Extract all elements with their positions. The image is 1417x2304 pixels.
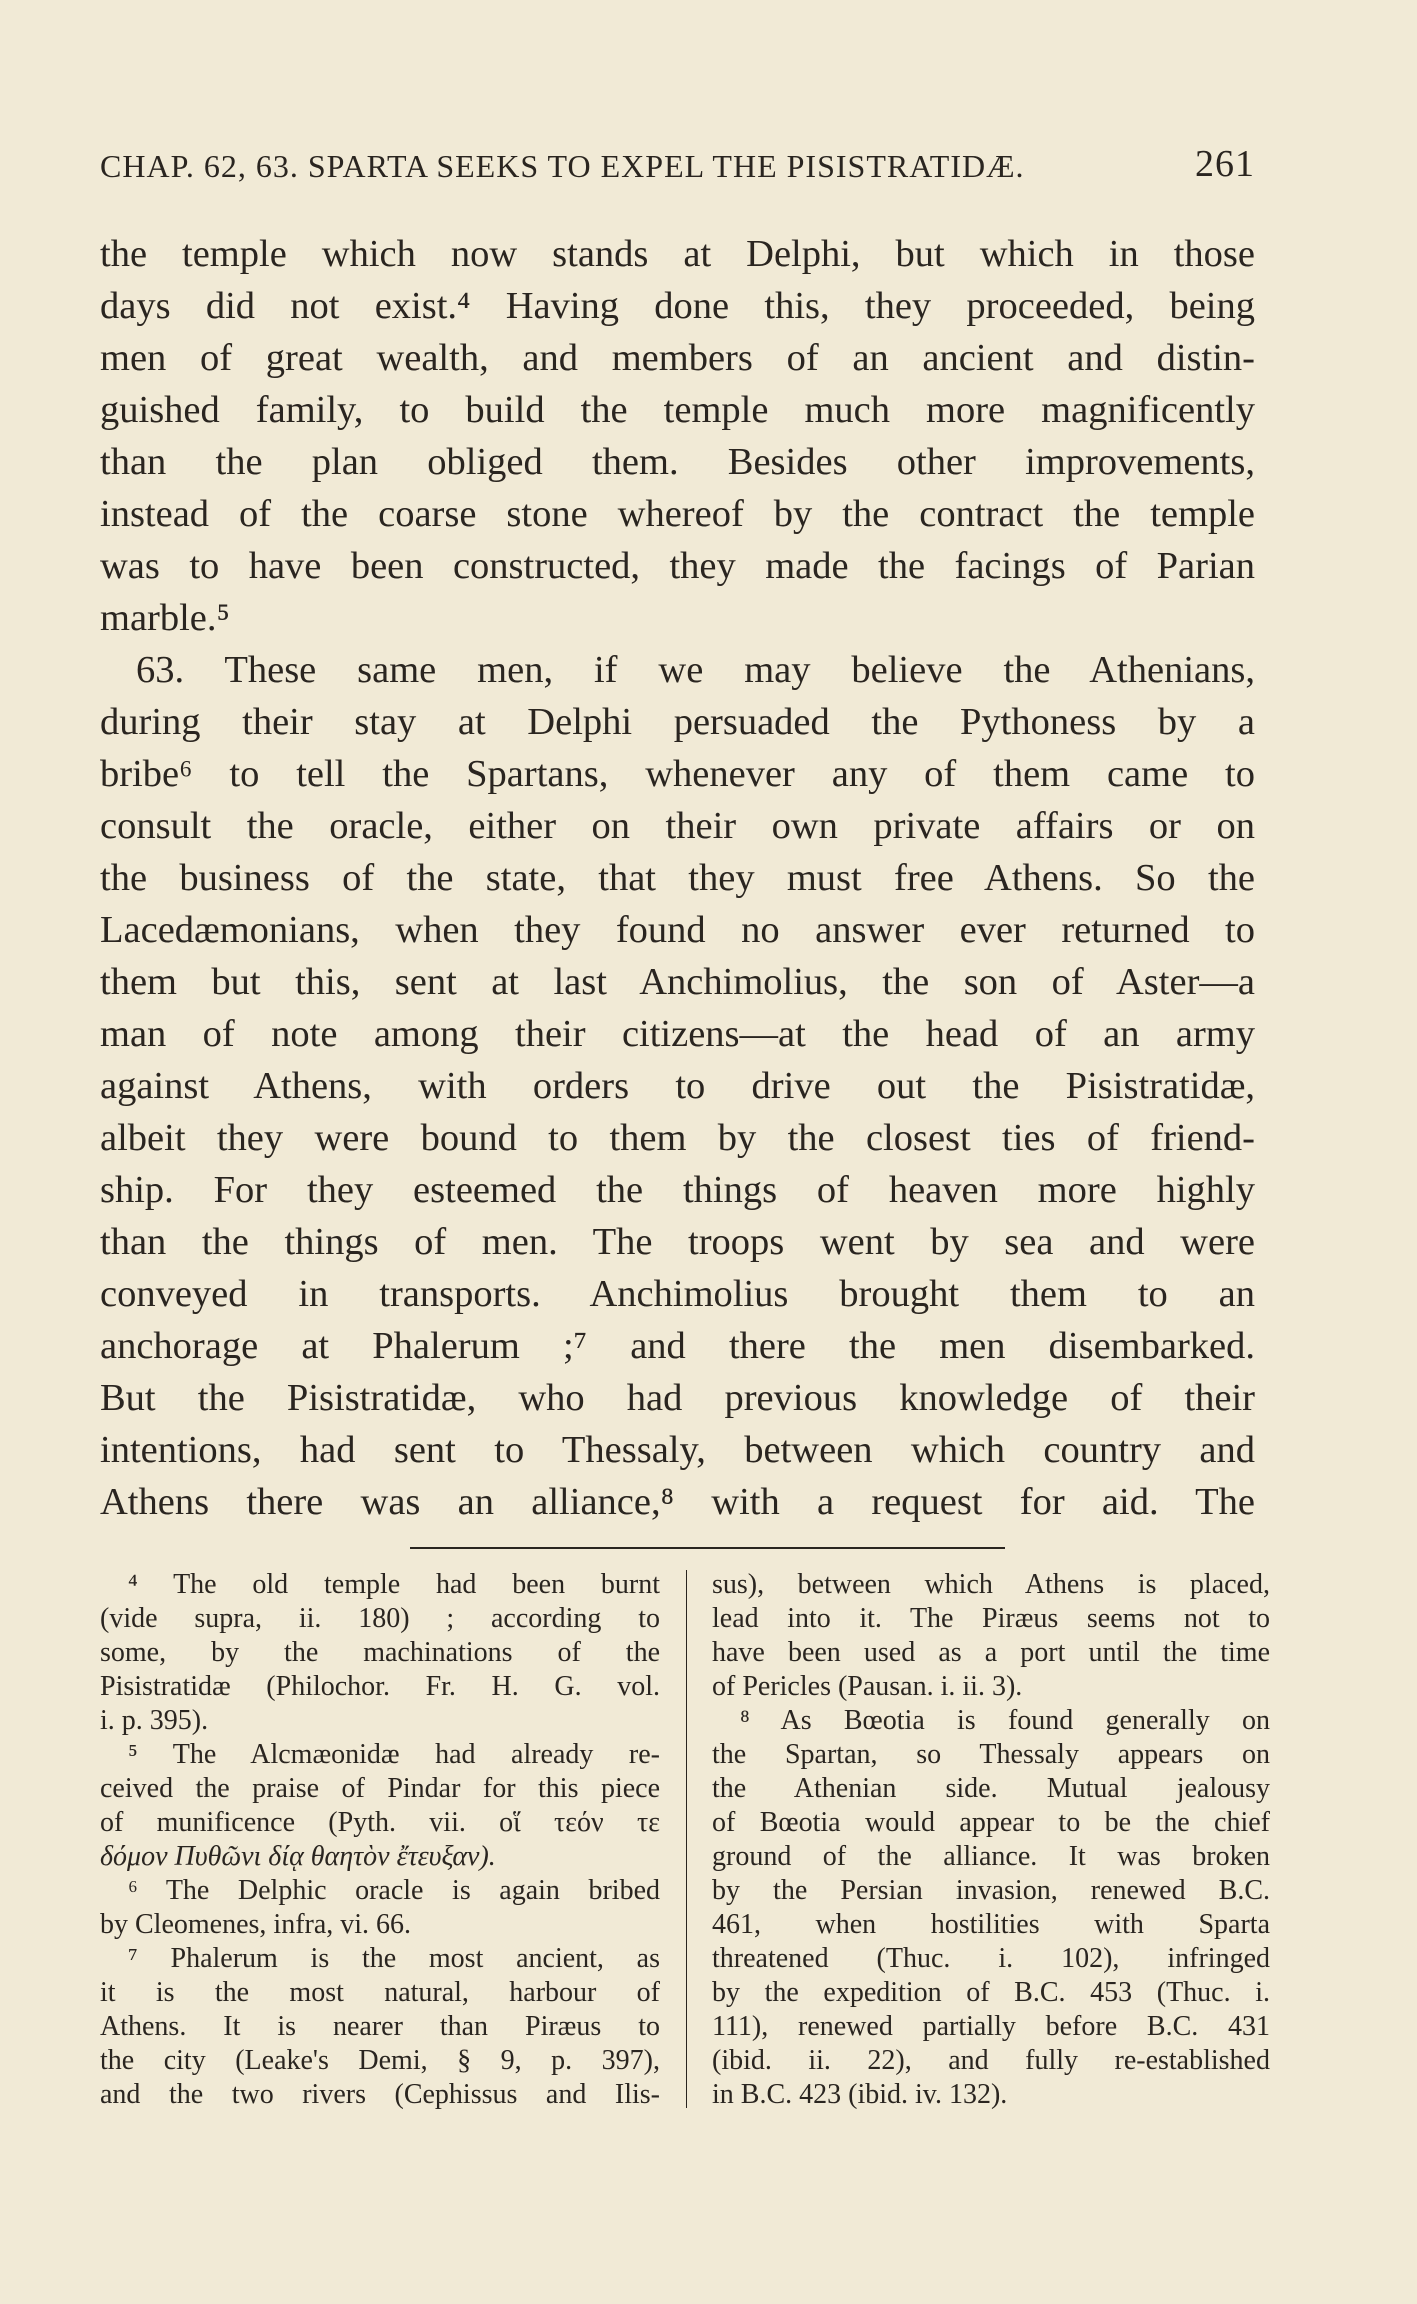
- body-line: the temple which now stands at Delphi, but which in those: [100, 233, 1255, 275]
- footnote-line: ⁴ The old temple had been burnt: [128, 1569, 660, 1600]
- footnote-line: ⁶ The Delphic oracle is again bribed: [128, 1875, 660, 1906]
- body-line: during their stay at Delphi persuaded the Pythoness by a: [100, 701, 1255, 743]
- body-line: conveyed in transports. Anchimolius brought them to an: [100, 1273, 1255, 1315]
- body-line: anchorage at Phalerum ;⁷ and there the men disembarked.: [100, 1325, 1255, 1367]
- footnote-line: ⁸ As Bœotia is found generally on: [740, 1705, 1270, 1736]
- footnote-line: sus), between which Athens is placed,: [712, 1569, 1270, 1600]
- body-line: man of note among their citizens—at the head of an army: [100, 1013, 1255, 1055]
- footnote-line: have been used as a port until the time: [712, 1637, 1270, 1668]
- body-line: 63. These same men, if we may believe the Athenians,: [136, 649, 1255, 691]
- footnote-line: by the Persian invasion, renewed B.C.: [712, 1875, 1270, 1906]
- footnote-line: δόμον Πυθῶνι δίᾳ θαητὸν ἔτευξαν).: [100, 1841, 496, 1872]
- body-line: consult the oracle, either on their own private affairs or on: [100, 805, 1255, 847]
- body-line: Athens there was an alliance,⁸ with a request for aid. The: [100, 1481, 1255, 1523]
- body-line: was to have been constructed, they made the facings of Parian: [100, 545, 1255, 587]
- body-line: than the plan obliged them. Besides other improvements,: [100, 441, 1255, 483]
- footnote-line: some, by the machinations of the: [100, 1637, 660, 1668]
- footnote-line: of Pericles (Pausan. i. ii. 3).: [712, 1671, 1023, 1702]
- footnote-line: ⁵ The Alcmæonidæ had already re-: [128, 1739, 660, 1770]
- body-line: men of great wealth, and members of an ancient and distin-: [100, 337, 1255, 379]
- body-line: intentions, had sent to Thessaly, between which country and: [100, 1429, 1255, 1471]
- body-line: bribe⁶ to tell the Spartans, whenever any of them came to: [100, 753, 1255, 795]
- footnote-line: the Spartan, so Thessaly appears on: [712, 1739, 1270, 1770]
- footnote-line: ceived the praise of Pindar for this piece: [100, 1773, 660, 1804]
- page-number: 261: [1195, 143, 1255, 185]
- body-line: them but this, sent at last Anchimolius, the son of Aster—a: [100, 961, 1255, 1003]
- body-line: ship. For they esteemed the things of heaven more highly: [100, 1169, 1255, 1211]
- footnote-line: ground of the alliance. It was broken: [712, 1841, 1270, 1872]
- footnote-line: threatened (Thuc. i. 102), infringed: [712, 1943, 1270, 1974]
- footnote-line: ⁷ Phalerum is the most ancient, as: [128, 1943, 660, 1974]
- footnote-line: of munificence (Pyth. vii. οἵ τεόν τε: [100, 1807, 660, 1838]
- body-line: guished family, to build the temple much more magnificently: [100, 389, 1255, 431]
- footnote-line: (ibid. ii. 22), and fully re-established: [712, 2045, 1270, 2076]
- body-line: albeit they were bound to them by the closest ties of friend-: [100, 1117, 1255, 1159]
- footnote-line: by Cleomenes, infra, vi. 66.: [100, 1909, 412, 1940]
- footnote-column-divider: [686, 1570, 687, 2108]
- footnote-line: 111), renewed partially before B.C. 431: [712, 2011, 1270, 2042]
- footnote-line: it is the most natural, harbour of: [100, 1977, 660, 2008]
- footnote-line: Athens. It is nearer than Piræus to: [100, 2011, 660, 2042]
- footnote-line: lead into it. The Piræus seems not to: [712, 1603, 1270, 1634]
- footnote-line: the city (Leake's Demi, § 9, p. 397),: [100, 2045, 660, 2076]
- footnote-line: 461, when hostilities with Sparta: [712, 1909, 1270, 1940]
- footnote-line: and the two rivers (Cephissus and Ilis-: [100, 2079, 660, 2110]
- footnotes-left-column: [100, 1568, 660, 2112]
- body-line: Lacedæmonians, when they found no answer ever returned to: [100, 909, 1255, 951]
- body-line: But the Pisistratidæ, who had previous knowledge of their: [100, 1377, 1255, 1419]
- main-text: [100, 228, 1255, 1528]
- body-line: days did not exist.⁴ Having done this, they proceeded, being: [100, 285, 1255, 327]
- footnote-line: in B.C. 423 (ibid. iv. 132).: [712, 2079, 1008, 2110]
- footnotes-right-column: [712, 1568, 1270, 2112]
- footnote-line: by the expedition of B.C. 453 (Thuc. i.: [712, 1977, 1270, 2008]
- running-head: [100, 140, 1255, 190]
- footnote-line: the Athenian side. Mutual jealousy: [712, 1773, 1270, 1804]
- running-head-title: CHAP. 62, 63. SPARTA SEEKS TO EXPEL THE PISISTRATIDÆ.: [100, 148, 1025, 184]
- body-line: marble.⁵: [100, 597, 230, 639]
- footnote-line: Pisistratidæ (Philochor. Fr. H. G. vol.: [100, 1671, 660, 1702]
- footnote-line: (vide supra, ii. 180) ; according to: [100, 1603, 660, 1634]
- body-line: than the things of men. The troops went by sea and were: [100, 1221, 1255, 1263]
- body-line: against Athens, with orders to drive out the Pisistratidæ,: [100, 1065, 1255, 1107]
- footnote-rule: [410, 1547, 1005, 1549]
- body-line: instead of the coarse stone whereof by the contract the temple: [100, 493, 1255, 535]
- footnote-line: of Bœotia would appear to be the chief: [712, 1807, 1270, 1838]
- footnote-line: i. p. 395).: [100, 1705, 209, 1736]
- body-line: the business of the state, that they must free Athens. So the: [100, 857, 1255, 899]
